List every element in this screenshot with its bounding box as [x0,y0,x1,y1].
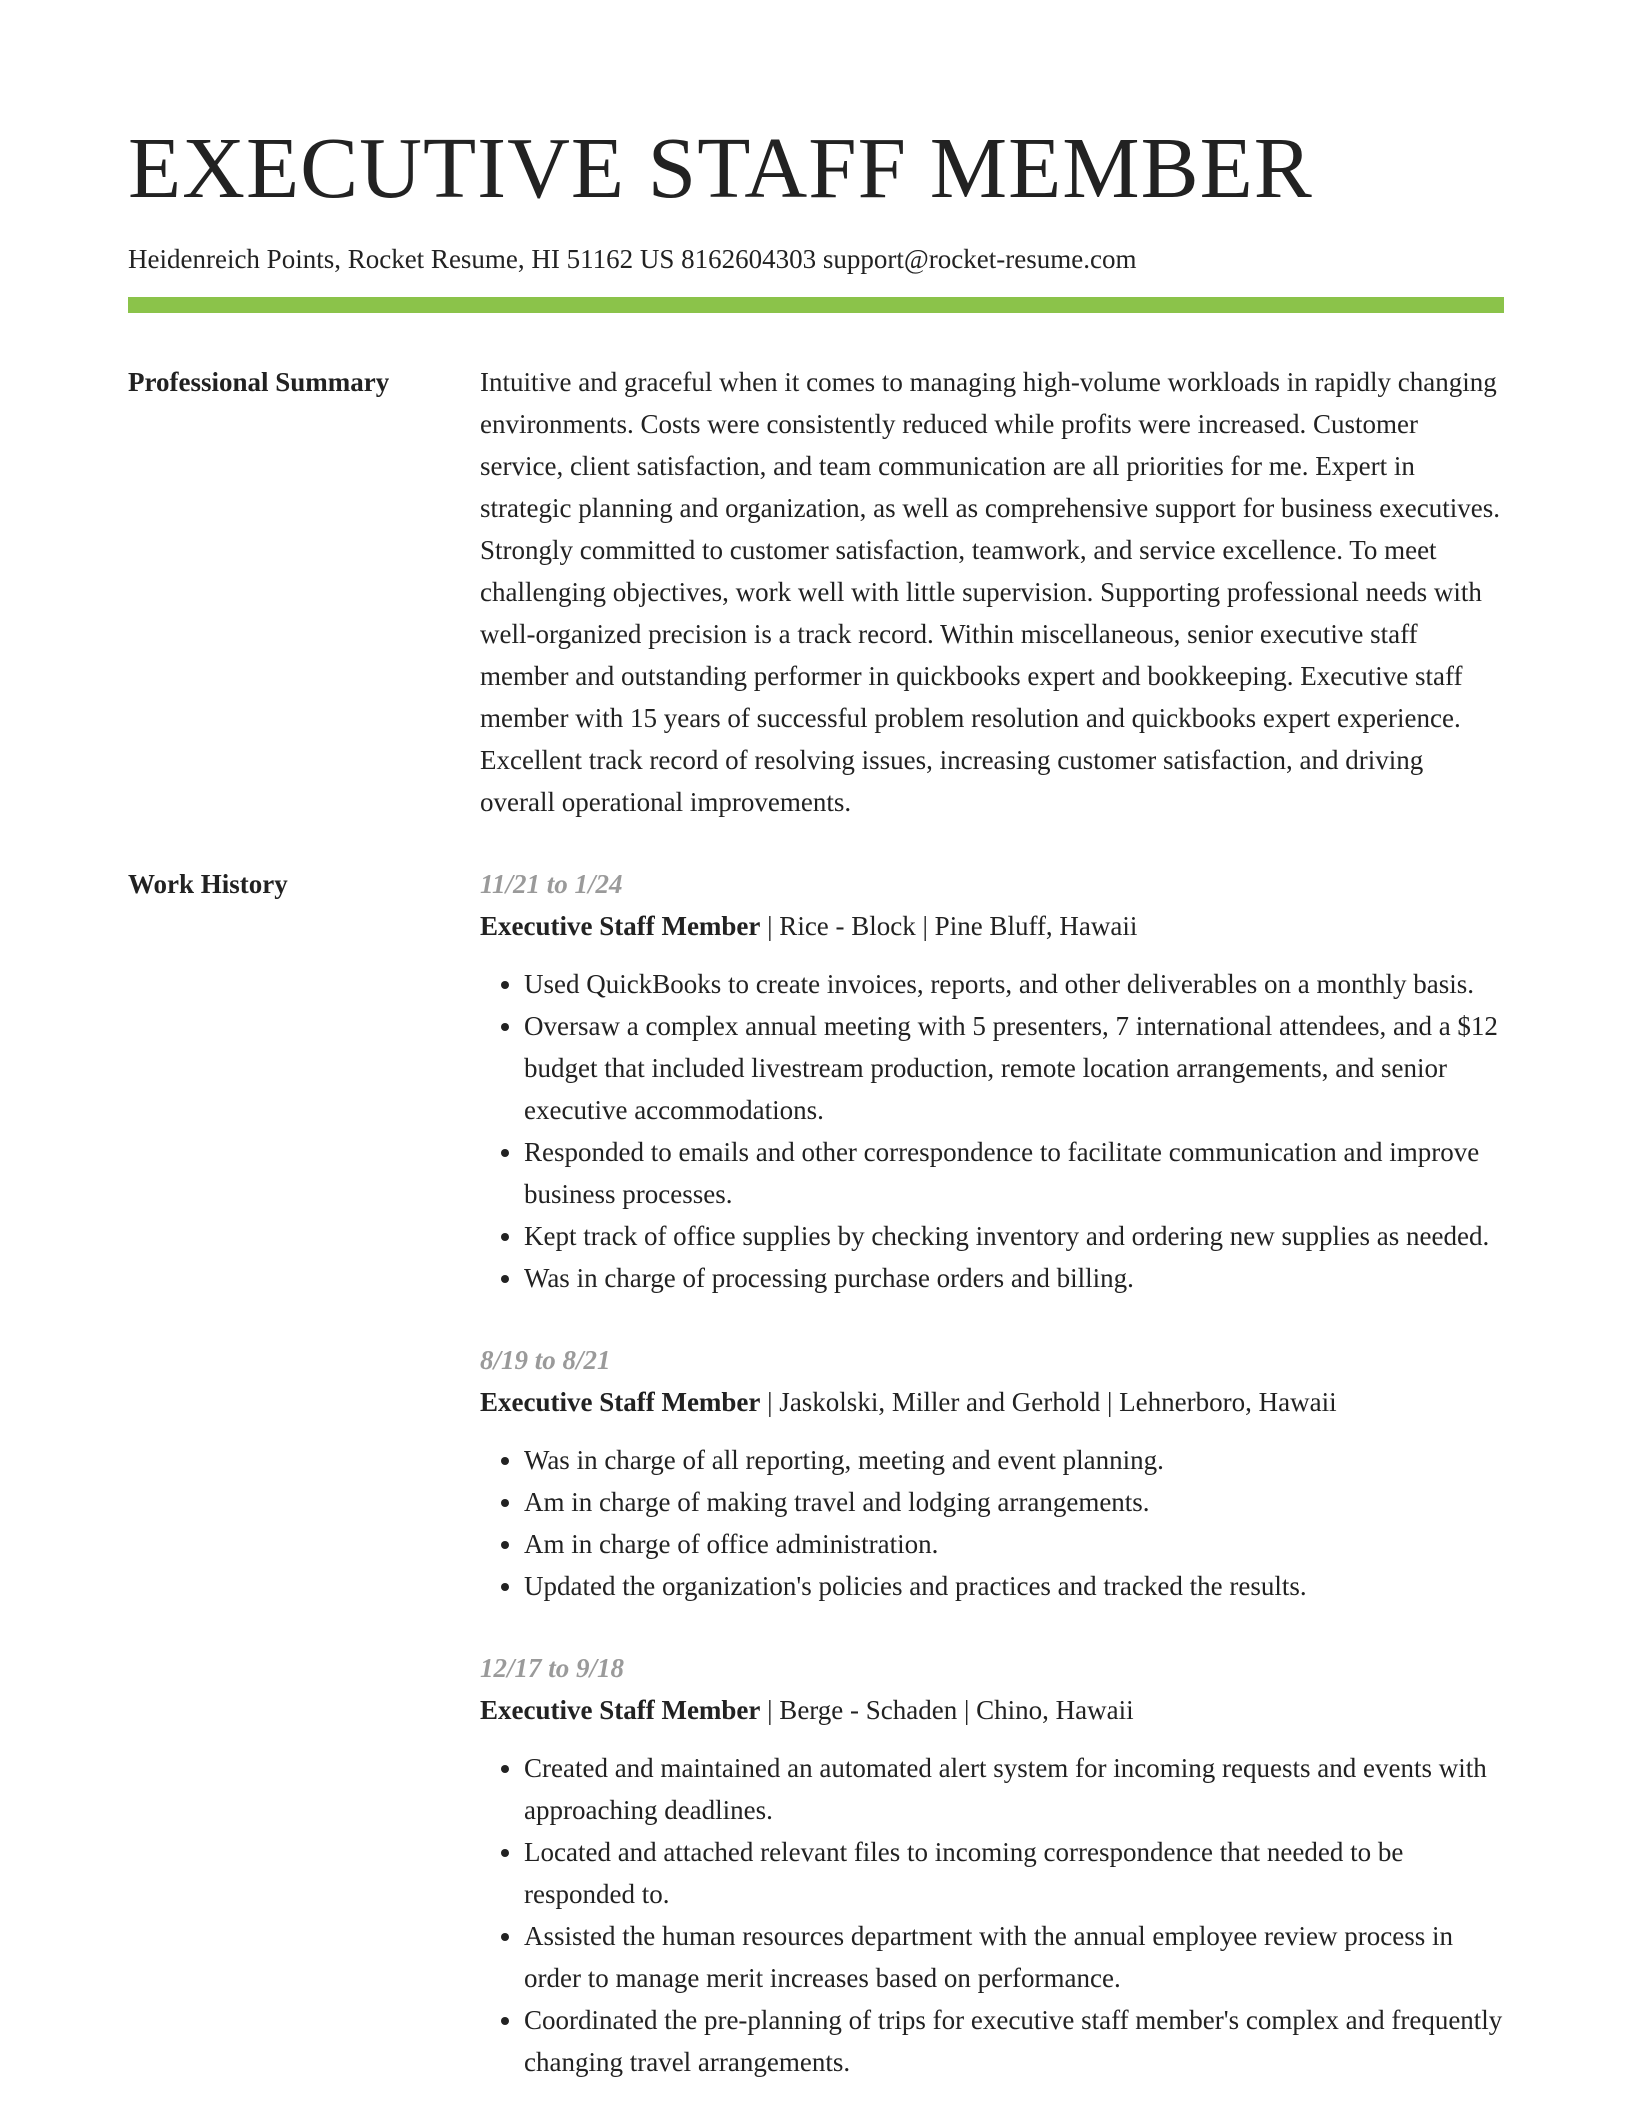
resume-page [128,118,1504,2123]
job-dates: 8/19 to 8/21 [480,1345,611,1376]
job-bullet: • Responded to emails and other correspondence to facilitate communication and improve business processes. [524,1131,1504,1215]
contact-line: Heidenreich Points, Rocket Resume, HI 51162 US 8162604303 support@rocket-resume.com [128,244,1137,275]
job-title: Executive Staff Member [480,1695,761,1726]
job-bullet: • Oversaw a complex annual meeting with 5 presenters, 7 international attendees, and a $12 budget that included livestream production, remote location arrangements, and senior executive accommodations. [524,1005,1504,1131]
work-history-body [480,863,1504,2123]
summary-text: Intuitive and graceful when it comes to managing high-volume workloads in rapidly changing environments. Costs were consistently reduced while profits were increased. Customer service, client satisfaction, and team communication are all priorities for me. Expert in strategic planning and organization, as well as comprehensive support for business executives. Strongly committed to customer satisfaction, teamwork, and service excellence. To meet challenging objectives, work well with little supervision. Supporting professional needs with well-organized precision is a track record. Within miscellaneous, senior executive staff member and outstanding performer in quickbooks expert and bookkeeping. Executive staff member with 15 years of successful problem resolution and quickbooks expert experience. Excellent track record of resolving issues, increasing customer satisfaction, and driving overall operational improvements. [480,367,1500,818]
job-bullet: • Located and attached relevant files to incoming correspondence that needed to be responded to. [524,1831,1504,1915]
summary-section [128,361,1504,823]
job-bullet: • Was in charge of processing purchase orders and billing. [524,1257,1504,1299]
job-header [480,1689,1504,1731]
job-title: Executive Staff Member [480,1387,761,1418]
job-bullet: • Am in charge of making travel and lodging arrangements. [524,1481,1504,1523]
summary-body [480,361,1504,823]
work-history-heading: Work History [128,869,288,900]
job-header [480,905,1504,947]
job-details: | Jaskolski, Miller and Gerhold | Lehnerboro, Hawaii [760,1387,1337,1418]
job-bullet: • Used QuickBooks to create invoices, reports, and other deliverables on a monthly basis. [524,963,1504,1005]
job-bullet-list [480,963,1504,1299]
job-title: Executive Staff Member [480,911,761,942]
resume-name: EXECUTIVE STAFF MEMBER [128,119,1313,216]
job-entry [480,1339,1504,1607]
header-divider [128,297,1504,313]
job-header [480,1381,1504,1423]
job-bullet-list [480,1439,1504,1607]
job-bullet: • Created and maintained an automated alert system for incoming requests and events with approaching deadlines. [524,1747,1504,1831]
job-bullet: • Am in charge of office administration. [524,1523,1504,1565]
job-bullet: • Coordinated the pre-planning of trips for executive staff member's complex and frequently changing travel arrangements. [524,1999,1504,2083]
job-details: | Rice - Block | Pine Bluff, Hawaii [760,911,1138,942]
job-entry [480,1647,1504,2083]
job-details: | Berge - Schaden | Chino, Hawaii [760,1695,1134,1726]
job-bullet: • Updated the organization's policies and practices and tracked the results. [524,1565,1504,1607]
job-bullet: • Kept track of office supplies by checking inventory and ordering new supplies as needed. [524,1215,1504,1257]
summary-heading: Professional Summary [128,367,390,398]
job-bullet: • Assisted the human resources department with the annual employee review process in order to manage merit increases based on performance. [524,1915,1504,1999]
job-dates: 11/21 to 1/24 [480,869,623,900]
job-bullet-list [480,1747,1504,2083]
job-entry [480,863,1504,1299]
work-history-section [128,863,1504,2123]
job-bullet: • Was in charge of all reporting, meeting and event planning. [524,1439,1504,1481]
job-dates: 12/17 to 9/18 [480,1653,625,1684]
